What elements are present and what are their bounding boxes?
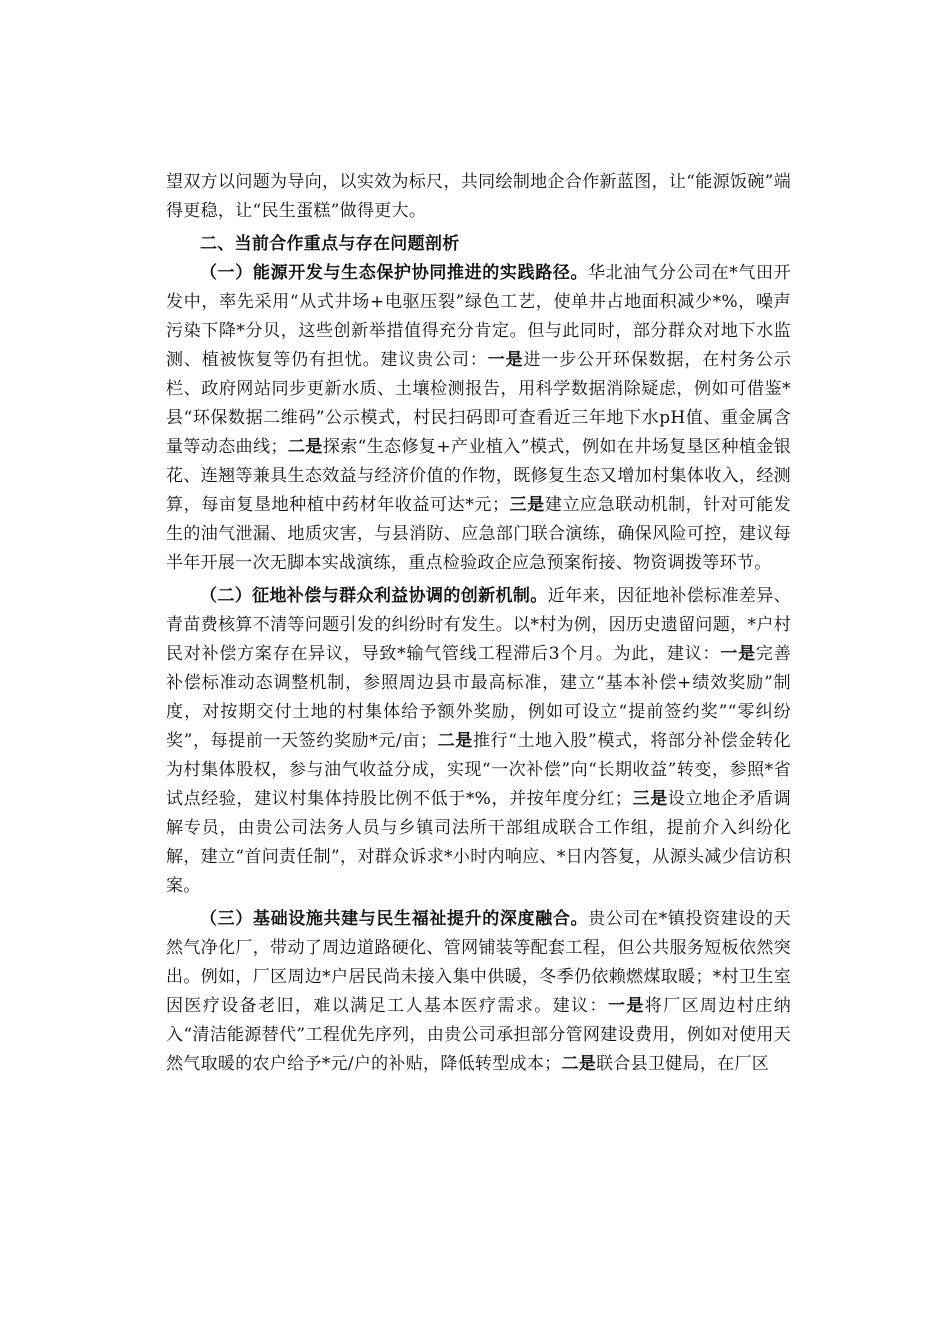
section-3-title: （三）基础设施共建与民生福祉提升的深度融合。 — [200, 909, 589, 929]
section-1-paragraph — [166, 259, 791, 578]
section-heading: 二、当前合作重点与存在问题剖析 — [200, 234, 460, 254]
section-3-point-1-text: 将厂区周边村庄纳入“清洁能源替代”工程优先序列，由贵公司承担部分管网建设费用，例如对使用天然气取暖的农户给予*元/户的补贴，降低转型成本； — [166, 996, 791, 1074]
intro-paragraph — [166, 168, 791, 226]
section-1-text: 华北油气分公司在*气田开发中，率先采用“从式井场+电驱压裂”绿色工艺，使单井占地面积减少*%，噪声污染下降*分贝，这些创新举措值得充分肯定。但与此同时，部分群众对地下水监测、植被恢复等仍有担忧。建议贵公司： — [166, 263, 791, 370]
section-1-point-3-text: 建立应急联动机制，针对可能发生的油气泄漏、地质灾害，与县消防、应急部门联合演练，确保风险可控，建议每半年开展一次无脚本实战演练，重点检验政企应急预案衔接、物资调拨等环节。 — [166, 495, 792, 573]
section-1-point-2-text: 探索“生态修复+产业植入”模式，例如在井场复垦区种植金银花、连翘等兼具生态效益与经济价值的作物，既修复生态又增加村集体收入，经测算，每亩复垦地种植中药材年收益可达*元； — [166, 437, 791, 515]
section-3-text: 贵公司在*镇投资建设的天然气净化厂，带动了周边道路硬化、管网铺装等配套工程，但公共服务短板依然突出。例如，厂区周边*户居民尚未接入集中供暖，冬季仍依赖燃煤取暖；*村卫生室因医疗设备老旧，难以满足工人基本医疗需求。建议： — [166, 909, 791, 1016]
section-2-point-2-text: 推行“土地入股”模式，将部分补偿金转化为村集体股权，参与油气收益分成，实现“一次补偿”向“长期收益”转变，参照*省试点经验，建议村集体持股比例不低于*%，并按年度分红； — [166, 731, 791, 809]
section-3-point-2-text: 联合县卫健局，在厂区 — [596, 1054, 770, 1074]
section-2-text: 近年来，因征地补偿标准差异、青苗费核算不清等问题引发的纠纷时有发生。以*村为例，因历史遗留问题，*户村民对补偿方案存在异议，导致*输气管线工程滞后3个月。为此，建议： — [166, 586, 792, 664]
section-1-point-2-label: 二是 — [287, 437, 323, 457]
section-3-point-1-label: 一是 — [607, 996, 645, 1016]
section-2-title: （二）征地补偿与群众利益协调的创新机制。 — [200, 586, 548, 606]
section-2-point-1-label: 一是 — [720, 644, 756, 664]
document-body — [166, 168, 791, 1083]
section-2-point-1-text: 完善补偿标准动态调整机制，参照周边县市最高标准，建立“基本补偿+绩效奖励”制度，对按期交付土地的村集体给予额外奖励，例如可设立“提前签约奖”“零纠纷奖”，每提前一天签约奖励*元/亩； — [166, 644, 792, 751]
section-3-paragraph — [166, 905, 791, 1079]
section-2-paragraph — [166, 582, 791, 901]
section-1-point-3-label: 三是 — [509, 495, 545, 515]
section-3-point-2-label: 二是 — [561, 1054, 597, 1074]
section-2-point-3-text: 设立地企矛盾调解专员，由贵公司法务人员与乡镇司法所干部组成联合工作组，提前介入纠纷化解，建立“首问责任制”，对群众诉求*小时内响应、*日内答复，从源头减少信访积案。 — [166, 789, 791, 896]
section-1-point-1-text: 进一步公开环保数据，在村务公示栏、政府网站同步更新水质、土壤检测报告，用科学数据消除疑虑，例如可借鉴*县“环保数据二维码”公示模式，村民扫码即可查看近三年地下水pH值、重金属含量等动态曲线； — [166, 350, 791, 457]
section-2-point-2-label: 二是 — [437, 731, 473, 751]
section-2-point-3-label: 三是 — [632, 789, 668, 809]
intro-text: 望双方以问题为导向，以实效为标尺，共同绘制地企合作新蓝图，让“能源饭碗”端得更稳，让“民生蛋糕”做得更大。 — [166, 172, 791, 221]
section-1-point-1-label: 一是 — [487, 350, 524, 370]
section-1-title: （一）能源开发与生态保护协同推进的实践路径。 — [200, 263, 589, 283]
